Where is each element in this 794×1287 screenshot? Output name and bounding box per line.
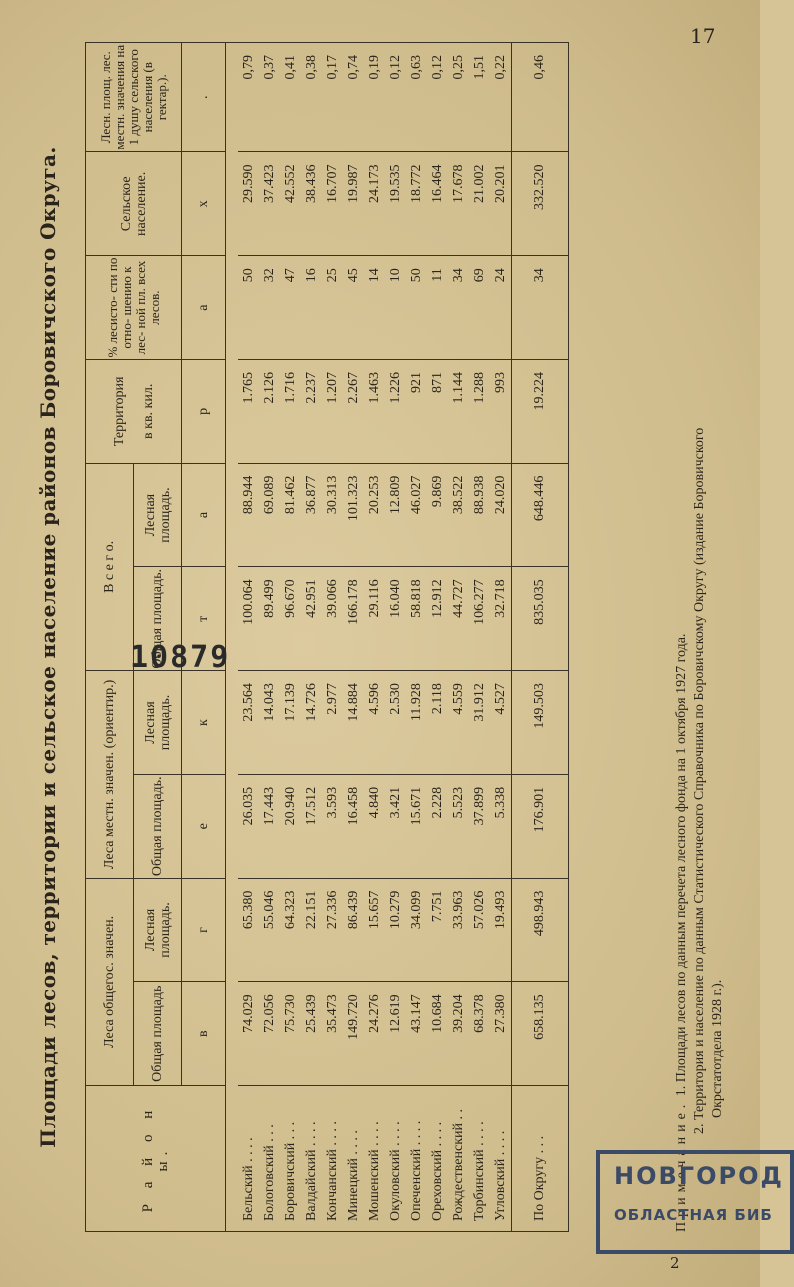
total-gen-total: 658.135 — [512, 982, 569, 1086]
cell-all-total: 12.912 — [427, 567, 448, 671]
cell-gen-forest: 10.279 — [385, 878, 406, 982]
district-name: Мошенский . . . . — [364, 1086, 385, 1232]
total-gen-forest: 498.943 — [512, 878, 569, 982]
cell-per-capita: 0,12 — [385, 43, 406, 152]
stamp-line-1: НОВГОРОД — [614, 1162, 784, 1190]
district-name: Ореховский . . . . — [427, 1086, 448, 1232]
district-name: Торбинский . . . . — [469, 1086, 490, 1232]
cell-percent: 14 — [364, 256, 385, 360]
cell-population: 21.002 — [469, 152, 490, 256]
cell-gen-total: 12.619 — [385, 982, 406, 1086]
cell-territory: 1.716 — [280, 359, 301, 463]
district-name: Бельский . . . . — [238, 1086, 259, 1232]
cell-per-capita: 0,17 — [322, 43, 343, 152]
cell-gen-total: 43.147 — [406, 982, 427, 1086]
cell-all-total: 39.066 — [322, 567, 343, 671]
header-all-forest-area: Лесная площадь. — [134, 463, 182, 567]
cell-population: 17.678 — [448, 152, 469, 256]
total-percent: 34 — [512, 256, 569, 360]
cell-loc-forest: 14.726 — [301, 671, 322, 775]
total-name: По Округу . . . — [512, 1086, 569, 1232]
cell-territory: 1.463 — [364, 359, 385, 463]
total-all-total: 835.035 — [512, 567, 569, 671]
cell-territory: 1.765 — [238, 359, 259, 463]
cell-percent: 50 — [238, 256, 259, 360]
unit-letter: . — [182, 43, 226, 152]
cell-per-capita: 0,63 — [406, 43, 427, 152]
table-row — [406, 43, 427, 1232]
unit-letter: к — [182, 671, 226, 775]
cell-gen-forest: 64.323 — [280, 878, 301, 982]
total-per-capita: 0,46 — [512, 43, 569, 152]
cell-loc-forest: 14.043 — [259, 671, 280, 775]
cell-gen-forest: 57.026 — [469, 878, 490, 982]
cell-all-forest: 30.313 — [322, 463, 343, 567]
cell-per-capita: 0,41 — [280, 43, 301, 152]
notes-label: Примечание. — [674, 1099, 689, 1232]
unit-letter: а — [182, 463, 226, 567]
cell-loc-total: 3.593 — [322, 774, 343, 878]
total-all-forest: 648.446 — [512, 463, 569, 567]
cell-per-capita: 0,12 — [427, 43, 448, 152]
unit-letter: р — [182, 359, 226, 463]
header-local-forests: Леса местн. значен. (ориентир.) — [86, 671, 134, 878]
cell-percent: 10 — [385, 256, 406, 360]
cell-territory: 871 — [427, 359, 448, 463]
cell-population: 19.987 — [343, 152, 364, 256]
header-general-forest-area: Лесная площадь. — [134, 878, 182, 982]
cell-territory: 1.207 — [322, 359, 343, 463]
cell-percent: 24 — [490, 256, 512, 360]
cell-loc-forest: 23.564 — [238, 671, 259, 775]
cell-territory: 1.144 — [448, 359, 469, 463]
cell-percent: 25 — [322, 256, 343, 360]
cell-loc-total: 17.443 — [259, 774, 280, 878]
cell-loc-forest: 4.596 — [364, 671, 385, 775]
header-general-forests: Леса общегос. значен. — [86, 878, 134, 1085]
notes-line-2: 2. Территория и население по данным Статистического Справочника по Боровичскому Округу (издание Боровичского — [692, 427, 707, 1134]
cell-gen-forest: 7.751 — [427, 878, 448, 982]
cell-loc-total: 20.940 — [280, 774, 301, 878]
cell-population: 18.772 — [406, 152, 427, 256]
cell-all-forest: 36.877 — [301, 463, 322, 567]
cell-all-forest: 88.944 — [238, 463, 259, 567]
cell-per-capita: 0,74 — [343, 43, 364, 152]
district-name: Окуловский . . . . — [385, 1086, 406, 1232]
cell-population: 29.590 — [238, 152, 259, 256]
table-row — [238, 43, 259, 1232]
district-name: Валдайский . . . . — [301, 1086, 322, 1232]
cell-gen-total: 24.276 — [364, 982, 385, 1086]
table-row — [490, 43, 512, 1232]
cell-all-total: 58.818 — [406, 567, 427, 671]
header-districts: Р а й о н ы. — [86, 1086, 226, 1232]
cell-all-forest: 46.027 — [406, 463, 427, 567]
cell-gen-forest: 55.046 — [259, 878, 280, 982]
cell-loc-total: 37.899 — [469, 774, 490, 878]
cell-per-capita: 1,51 — [469, 43, 490, 152]
cell-gen-total: 10.684 — [427, 982, 448, 1086]
cell-gen-forest: 34.099 — [406, 878, 427, 982]
header-forest-percent: % лесисто- сти по отно- шению к лес- ной пл. всех лесов. — [86, 256, 182, 360]
cell-percent: 45 — [343, 256, 364, 360]
cell-all-total: 89.499 — [259, 567, 280, 671]
table-row — [364, 43, 385, 1232]
library-stamp — [596, 1150, 794, 1254]
header-territory-label: Территория — [111, 376, 127, 447]
cell-all-total: 16.040 — [385, 567, 406, 671]
header-local-total-area: Общая площадь. — [134, 774, 182, 878]
cell-gen-forest: 15.657 — [364, 878, 385, 982]
cell-territory: 993 — [490, 359, 512, 463]
table-row — [469, 43, 490, 1232]
cell-percent: 11 — [427, 256, 448, 360]
cell-territory: 921 — [406, 359, 427, 463]
cell-loc-forest: 2.118 — [427, 671, 448, 775]
total-loc-total: 176.901 — [512, 774, 569, 878]
header-general-total-area: Общая площадь — [134, 982, 182, 1086]
cell-gen-total: 74.029 — [238, 982, 259, 1086]
cell-per-capita: 0,79 — [238, 43, 259, 152]
cell-loc-total: 2.228 — [427, 774, 448, 878]
header-local-forest-area: Лесная площадь. — [134, 671, 182, 775]
cell-gen-forest: 65.380 — [238, 878, 259, 982]
cell-percent: 16 — [301, 256, 322, 360]
cell-loc-forest: 4.527 — [490, 671, 512, 775]
notes-line-1 — [673, 42, 691, 1232]
cell-territory: 2.267 — [343, 359, 364, 463]
header-territory-unit: в кв. кил. — [140, 383, 156, 439]
cell-population: 42.552 — [280, 152, 301, 256]
cell-all-total: 42.951 — [301, 567, 322, 671]
spacer-row — [226, 43, 239, 1232]
header-forest-per-capita: Лесн. площ. лес. местн. значения на 1 душу сельского населения (в гектар.). — [86, 43, 182, 152]
unit-letter: в — [182, 982, 226, 1086]
cell-all-total: 29.116 — [364, 567, 385, 671]
notes-line-3: Окрстатотдела 1928 г.). — [710, 979, 725, 1118]
district-name: Угловский . . . . — [490, 1086, 512, 1232]
cell-all-forest: 88.938 — [469, 463, 490, 567]
cell-loc-total: 5.338 — [490, 774, 512, 878]
cell-per-capita: 0,37 — [259, 43, 280, 152]
table-row — [280, 43, 301, 1232]
cell-all-total: 44.727 — [448, 567, 469, 671]
cell-gen-total: 72.056 — [259, 982, 280, 1086]
cell-loc-total: 17.512 — [301, 774, 322, 878]
cell-loc-forest: 14.884 — [343, 671, 364, 775]
cell-population: 20.201 — [490, 152, 512, 256]
cell-territory: 2.237 — [301, 359, 322, 463]
cell-loc-forest: 11.928 — [406, 671, 427, 775]
cell-gen-forest: 33.963 — [448, 878, 469, 982]
table-row — [343, 43, 364, 1232]
cell-population: 16.464 — [427, 152, 448, 256]
cell-gen-forest: 19.493 — [490, 878, 512, 982]
cell-gen-forest: 86.439 — [343, 878, 364, 982]
stamp-line-2: ОБЛАСТНАЯ БИБ — [614, 1206, 773, 1224]
unit-letter: т — [182, 567, 226, 671]
cell-loc-total: 5.523 — [448, 774, 469, 878]
header-rural-population: Сельское население. — [86, 152, 182, 256]
cell-all-forest: 24.020 — [490, 463, 512, 567]
cell-gen-total: 39.204 — [448, 982, 469, 1086]
page-title: Площади лесов, территории и сельское население районов Боровичского Округа. — [36, 146, 60, 1148]
cell-territory: 1.226 — [385, 359, 406, 463]
cell-loc-total: 3.421 — [385, 774, 406, 878]
cell-gen-total: 149.720 — [343, 982, 364, 1086]
cell-loc-total: 16.458 — [343, 774, 364, 878]
cell-percent: 50 — [406, 256, 427, 360]
spacer-cell — [226, 43, 239, 1232]
cell-all-total: 106.277 — [469, 567, 490, 671]
header-all-total-area: Общая площадь. — [134, 567, 182, 671]
forest-table — [85, 42, 569, 1232]
total-population: 332.520 — [512, 152, 569, 256]
cell-population: 38.436 — [301, 152, 322, 256]
table-row — [322, 43, 343, 1232]
cell-gen-forest: 22.151 — [301, 878, 322, 982]
cell-territory: 1.288 — [469, 359, 490, 463]
cell-gen-forest: 27.336 — [322, 878, 343, 982]
cell-population: 19.535 — [385, 152, 406, 256]
cell-all-total: 96.670 — [280, 567, 301, 671]
cell-loc-forest: 31.912 — [469, 671, 490, 775]
cell-all-forest: 81.462 — [280, 463, 301, 567]
cell-all-forest: 9.869 — [427, 463, 448, 567]
total-territory: 19.224 — [512, 359, 569, 463]
header-total-forests: В с е г о. — [86, 463, 134, 670]
cell-loc-forest: 17.139 — [280, 671, 301, 775]
unit-letter: г — [182, 878, 226, 982]
cell-gen-total: 68.378 — [469, 982, 490, 1086]
cell-percent: 32 — [259, 256, 280, 360]
notes — [673, 42, 727, 1232]
cell-all-forest: 20.253 — [364, 463, 385, 567]
cell-loc-total: 15.671 — [406, 774, 427, 878]
unit-letter: е — [182, 774, 226, 878]
unit-letter: х — [182, 152, 226, 256]
cell-loc-forest: 4.559 — [448, 671, 469, 775]
cell-all-forest: 12.809 — [385, 463, 406, 567]
table-row — [385, 43, 406, 1232]
district-name: Боровичский . . . — [280, 1086, 301, 1232]
cell-per-capita: 0,19 — [364, 43, 385, 152]
cell-population: 37.423 — [259, 152, 280, 256]
cell-territory: 2.126 — [259, 359, 280, 463]
table-row — [448, 43, 469, 1232]
table-body — [226, 43, 512, 1232]
district-name: Бологовский . . . — [259, 1086, 280, 1232]
cell-all-total: 32.718 — [490, 567, 512, 671]
page-number-bottom: 2 — [670, 1254, 680, 1272]
district-name: Кончанский . . . . — [322, 1086, 343, 1232]
table-row — [259, 43, 280, 1232]
cell-percent: 34 — [448, 256, 469, 360]
cell-loc-forest: 2.530 — [385, 671, 406, 775]
district-name: Минецкий . . . . — [343, 1086, 364, 1232]
cell-per-capita: 0,22 — [490, 43, 512, 152]
total-loc-forest: 149.503 — [512, 671, 569, 775]
district-name: Рождественский . . — [448, 1086, 469, 1232]
cell-loc-forest: 2.977 — [322, 671, 343, 775]
cell-population: 16.707 — [322, 152, 343, 256]
cell-all-total: 166.178 — [343, 567, 364, 671]
inventory-number: 10879 — [130, 640, 231, 675]
cell-all-total: 100.064 — [238, 567, 259, 671]
district-name: Опеченский . . . . — [406, 1086, 427, 1232]
cell-all-forest: 38.522 — [448, 463, 469, 567]
table-row — [301, 43, 322, 1232]
cell-gen-total: 27.380 — [490, 982, 512, 1086]
cell-loc-total: 26.035 — [238, 774, 259, 878]
cell-per-capita: 0,25 — [448, 43, 469, 152]
total-row — [512, 43, 569, 1232]
cell-all-forest: 69.089 — [259, 463, 280, 567]
cell-per-capita: 0,38 — [301, 43, 322, 152]
cell-loc-total: 4.840 — [364, 774, 385, 878]
cell-percent: 69 — [469, 256, 490, 360]
table-row — [427, 43, 448, 1232]
cell-population: 24.173 — [364, 152, 385, 256]
cell-gen-total: 25.439 — [301, 982, 322, 1086]
cell-all-forest: 101.323 — [343, 463, 364, 567]
cell-percent: 47 — [280, 256, 301, 360]
header-territory — [86, 359, 182, 463]
page-number: 17 — [690, 24, 716, 48]
cell-gen-total: 75.730 — [280, 982, 301, 1086]
notes-text-1: 1. Площади лесов по данным перечета лесного фонда на 1 октября 1927 года. — [674, 633, 689, 1097]
cell-gen-total: 35.473 — [322, 982, 343, 1086]
unit-letter: а — [182, 256, 226, 360]
